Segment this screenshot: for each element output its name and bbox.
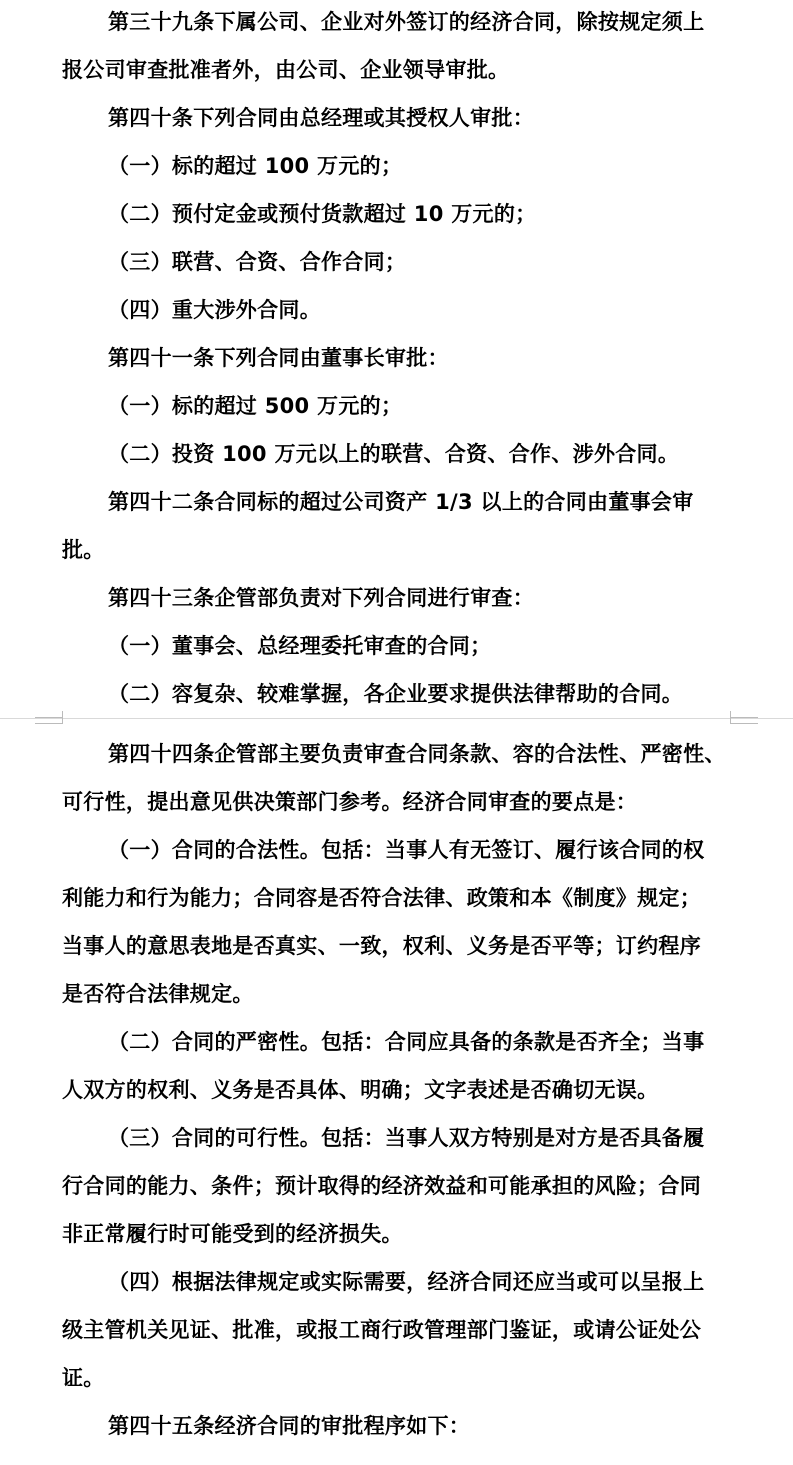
page-corner-mark-left — [35, 711, 63, 724]
paragraph-line: （二）预付定金或预付货款超过 10 万元的； — [108, 202, 537, 226]
paragraph-line: （一）董事会、总经理委托审查的合同； — [108, 634, 492, 658]
paragraph-line: 非正常履行时可能受到的经济损失。 — [62, 1222, 403, 1246]
paragraph-line: 第四十三条企管部负责对下列合同进行审查： — [108, 586, 534, 610]
page-corner-mark-right — [730, 711, 758, 724]
paragraph-line: 利能力和行为能力；合同容是否符合法律、政策和本《制度》规定； — [62, 886, 701, 910]
paragraph-line: （二）投资 100 万元以上的联营、合资、合作、涉外合同。 — [108, 442, 680, 466]
paragraph-line: （一）合同的合法性。包括：当事人有无签订、履行该合同的权 — [108, 838, 705, 862]
paragraph-line: 第三十九条下属公司、企业对外签订的经济合同，除按规定须上 — [108, 10, 705, 34]
paragraph-line: 证。 — [62, 1366, 105, 1390]
paragraph-line: 第四十一条下列合同由董事长审批： — [108, 346, 449, 370]
paragraph-line: （四）根据法律规定或实际需要，经济合同还应当或可以呈报上 — [108, 1270, 705, 1294]
paragraph-line: 报公司审查批准者外，由公司、企业领导审批。 — [62, 58, 510, 82]
paragraph-line: 人双方的权利、义务是否具体、明确；文字表述是否确切无误。 — [62, 1078, 659, 1102]
paragraph-line: 批。 — [62, 538, 105, 562]
paragraph-line: （四）重大涉外合同。 — [108, 298, 321, 322]
paragraph-line: 级主管机关见证、批准，或报工商行政管理部门鉴证，或请公证处公 — [62, 1318, 701, 1342]
paragraph-line: （二）容复杂、较难掌握，各企业要求提供法律帮助的合同。 — [108, 682, 684, 706]
page-break-divider — [0, 718, 793, 719]
paragraph-line: 是否符合法律规定。 — [62, 982, 254, 1006]
paragraph-line: （一）标的超过 500 万元的； — [108, 394, 403, 418]
paragraph-line: 行合同的能力、条件；预计取得的经济效益和可能承担的风险；合同 — [62, 1174, 701, 1198]
paragraph-line: （二）合同的严密性。包括：合同应具备的条款是否齐全；当事 — [108, 1030, 705, 1054]
paragraph-line: 第四十条下列合同由总经理或其授权人审批： — [108, 106, 534, 130]
paragraph-line: 第四十二条合同标的超过公司资产 1/3 以上的合同由董事会审 — [108, 490, 694, 514]
paragraph-line: （三）联营、合资、合作合同； — [108, 250, 407, 274]
paragraph-line: 可行性，提出意见供决策部门参考。经济合同审查的要点是： — [62, 790, 638, 814]
paragraph-line: （一）标的超过 100 万元的； — [108, 154, 403, 178]
paragraph-line: 第四十五条经济合同的审批程序如下： — [108, 1414, 471, 1438]
paragraph-line: 第四十四条企管部主要负责审查合同条款、容的合法性、严密性、 — [108, 742, 726, 766]
paragraph-line: 当事人的意思表地是否真实、一致，权利、义务是否平等；订约程序 — [62, 934, 701, 958]
paragraph-line: （三）合同的可行性。包括：当事人双方特别是对方是否具备履 — [108, 1126, 705, 1150]
